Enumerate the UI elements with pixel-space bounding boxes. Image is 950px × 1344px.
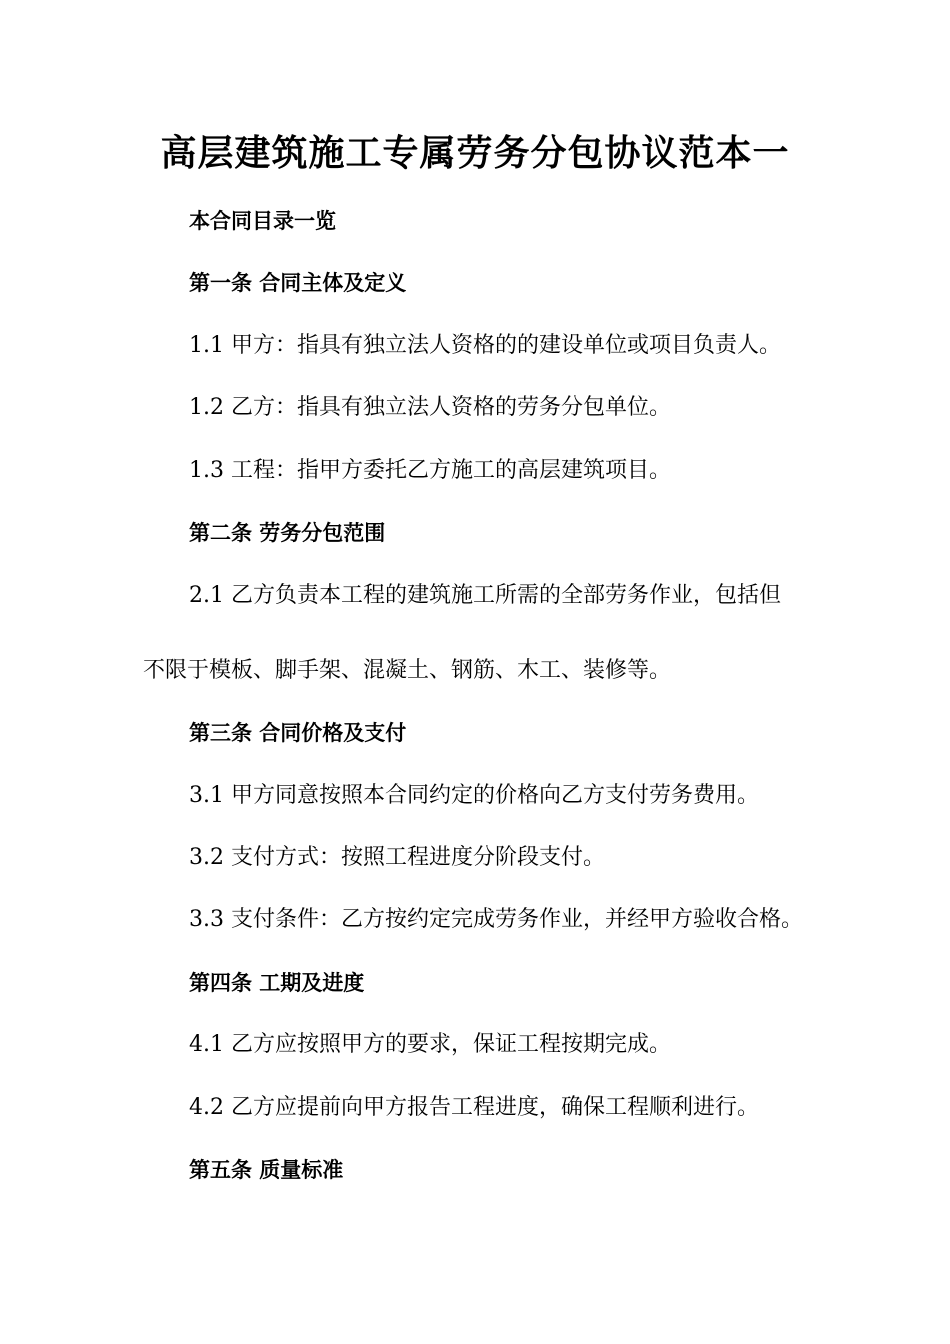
article-1-heading: 第一条 合同主体及定义: [189, 271, 407, 295]
toc-heading: 本合同目录一览: [189, 209, 336, 233]
clause-3-1: 3.1 甲方同意按照本合同约定的价格向乙方支付劳务费用。: [189, 783, 759, 808]
clause-1-1: 1.1 甲方：指具有独立法人资格的的建设单位或项目负责人。: [189, 333, 781, 358]
clause-4-1: 4.1 乙方应按照甲方的要求，保证工程按期完成。: [189, 1032, 671, 1057]
clause-2-1-continued: 不限于模板、脚手架、混凝土、钢筋、木工、装修等。: [143, 658, 672, 683]
clause-3-2: 3.2 支付方式：按照工程进度分阶段支付。: [189, 845, 605, 870]
clause-1-2: 1.2 乙方：指具有独立法人资格的劳务分包单位。: [189, 395, 671, 420]
article-2-heading: 第二条 劳务分包范围: [189, 521, 386, 545]
article-4-heading: 第四条 工期及进度: [189, 971, 365, 995]
document-title: 高层建筑施工专属劳务分包协议范本一: [160, 132, 790, 174]
clause-1-3: 1.3 工程：指甲方委托乙方施工的高层建筑项目。: [189, 458, 671, 483]
clause-2-1: 2.1 乙方负责本工程的建筑施工所需的全部劳务作业，包括但: [189, 583, 781, 608]
clause-4-2: 4.2 乙方应提前向甲方报告工程进度，确保工程顺利进行。: [189, 1095, 759, 1120]
article-5-heading: 第五条 质量标准: [189, 1158, 344, 1182]
clause-3-3: 3.3 支付条件：乙方按约定完成劳务作业，并经甲方验收合格。: [189, 907, 803, 932]
article-3-heading: 第三条 合同价格及支付: [189, 721, 407, 745]
